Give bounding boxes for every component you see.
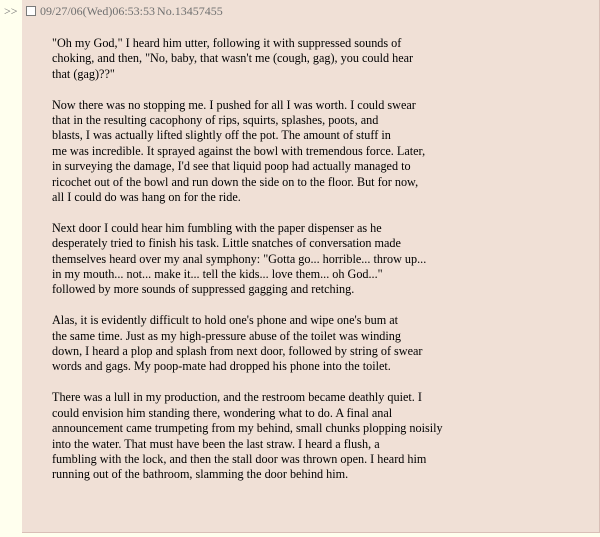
post-text-line: ricochet out of the bowl and run down the side on to the floor. But for now,: [52, 174, 419, 189]
post-header: [24, 3, 223, 19]
post-text-line: in my mouth... not... make it... tell the kids... love them... oh God...": [52, 267, 383, 282]
post-select-checkbox[interactable]: [26, 6, 36, 16]
post-text-line: words and gags. My poop-mate had dropped his phone into the toilet.: [52, 359, 391, 374]
post-number-link[interactable]: No.13457455: [157, 4, 223, 18]
post-date: 09/27/06(Wed)06:53:53: [40, 4, 156, 18]
post-text-line: that in the resulting cacophony of rips, squirts, splashes, poots, and: [52, 113, 379, 128]
post-text-line: that (gag)??": [52, 66, 115, 81]
post-text-line: Next door I could hear him fumbling with the paper dispenser as he: [52, 220, 382, 235]
post-text-line: desperately tried to finish his task. Little snatches of conversation made: [52, 236, 401, 251]
post-text-line: all I could do was hang on for the ride.: [52, 190, 241, 205]
post-paragraph: [52, 390, 472, 482]
post-text-line: themselves heard over my anal symphony: "Gotta go... horrible... throw up...: [52, 251, 427, 266]
post-text-line: the same time. Just as my high-pressure abuse of the toilet was winding: [52, 328, 401, 343]
post-text-line: in surveying the damage, I'd see that liquid poop had actually managed to: [52, 159, 411, 174]
reply-post: [22, 0, 600, 533]
post-text-line: "Oh my God," I heard him utter, following it with suppressed sounds of: [52, 36, 402, 50]
post-text-line: announcement came trumpeting from my behind, small chunks plopping noisily: [52, 421, 443, 436]
post-text-line: There was a lull in my production, and the restroom became deathly quiet. I: [52, 390, 422, 405]
post-text-line: choking, and then, "No, baby, that wasn't me (cough, gag), you could hear: [52, 51, 414, 66]
post-body: [52, 36, 472, 498]
post-text-line: followed by more sounds of suppressed gagging and retching.: [52, 282, 355, 297]
post-paragraph: [52, 98, 472, 206]
post-text-line: fumbling with the lock, and then the stall door was thrown open. I heard him: [52, 451, 427, 466]
post-text-line: me was incredible. It sprayed against the bowl with tremendous force. Later,: [52, 143, 426, 158]
post-text-line: down, I heard a plop and splash from next door, followed by string of swear: [52, 344, 423, 359]
post-text-line: into the water. That must have been the last straw. I heard a flush, a: [52, 436, 380, 451]
post-paragraph: [52, 36, 472, 82]
post-text-line: Alas, it is evidently difficult to hold one's phone and wipe one's bum at: [52, 313, 399, 328]
reply-arrows: >>: [4, 4, 18, 18]
post-paragraph: [52, 221, 472, 298]
post-text-line: blasts, I was actually lifted slightly off the pot. The amount of stuff in: [52, 128, 391, 143]
post-paragraph: [52, 313, 472, 375]
post-text-line: running out of the bathroom, slamming the door behind him.: [52, 467, 349, 482]
post-text-line: could envision him standing there, wondering what to do. A final anal: [52, 405, 393, 420]
post-text-line: Now there was no stopping me. I pushed for all I was worth. I could swear: [52, 97, 416, 112]
